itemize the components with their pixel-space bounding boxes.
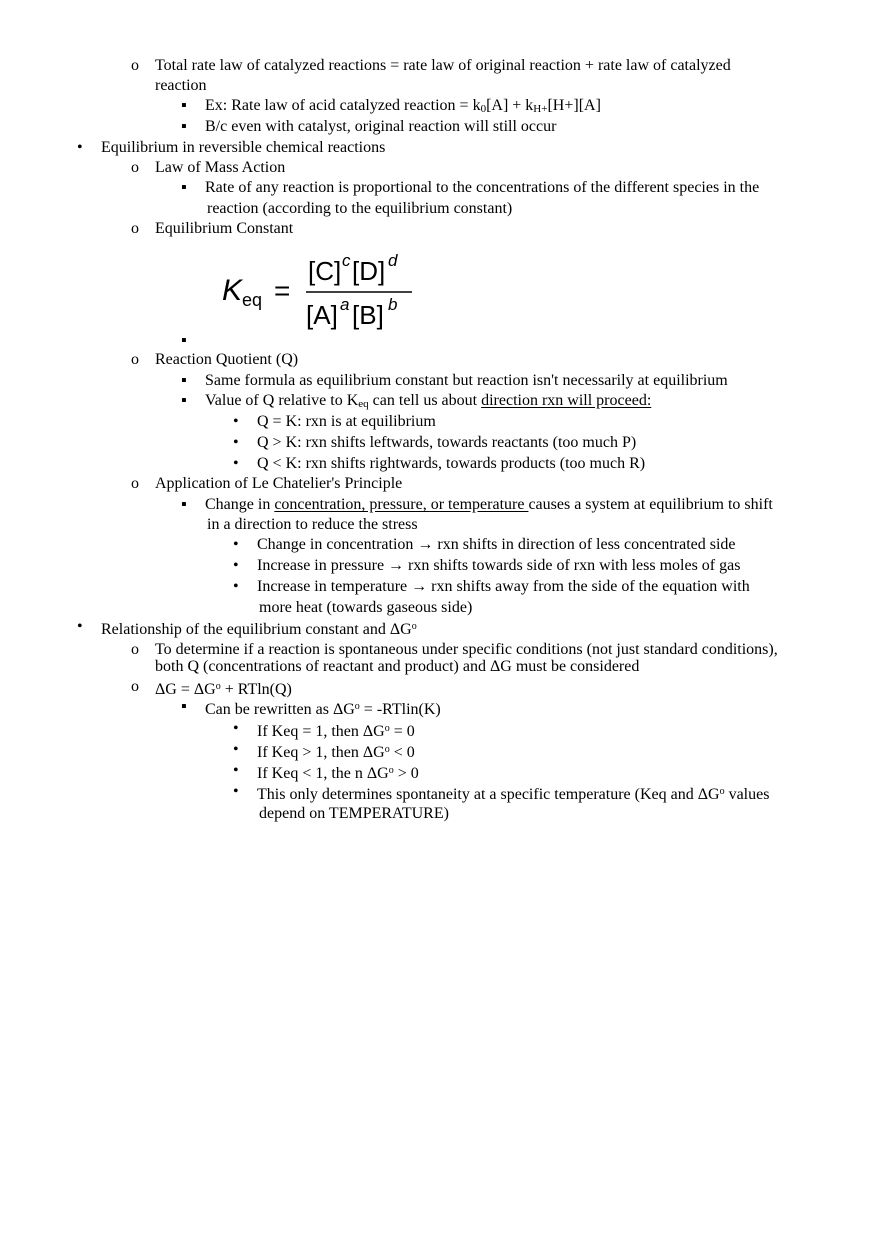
formula-den-b-exp: b [388,295,398,314]
list-marker-l3: ▪ [181,97,187,114]
list-marker-l4: • [233,762,239,779]
le-chatelier-heading: Application of Le Chatelier's Principle [155,475,403,492]
list-marker-l3: ▪ [181,372,187,389]
rate-proportional-line2: reaction (according to the equilibrium constant) [207,200,513,217]
rate-proportional-line1: Rate of any reaction is proportional to the concentrations of the different species in the [205,179,760,196]
list-marker-l1: • [77,139,83,156]
q-greater-k: Q > K: rxn shifts leftwards, towards reactants (too much P) [257,434,637,451]
same-formula-note: Same formula as equilibrium constant but reaction isn't necessarily at equilibrium [205,372,728,389]
list-marker-l3: ▪ [181,698,187,715]
equilibrium-constant-formula [218,248,418,336]
list-marker-l4: • [233,455,239,472]
formula-den-a: [A] [306,300,338,330]
equilibrium-heading: Equilibrium in reversible chemical reactions [101,139,386,156]
list-marker-l2: o [131,351,139,368]
to-determine-line1: To determine if a reaction is spontaneous under specific conditions (not just standard conditions), [155,641,778,658]
change-causes-shift-line2: in a direction to reduce the stress [207,516,418,533]
list-marker-l4: • [233,578,239,595]
formula-equals: = [274,275,291,306]
keq-equals-one: If Keq = 1, then $\Delta G^o = 0$ [257,723,415,740]
equilibrium-constant-label: Equilibrium Constant [155,220,294,237]
list-marker-l4: • [233,720,239,737]
list-marker-l3: ▪ [181,332,187,349]
list-marker-l2: o [131,475,139,492]
relationship-heading: Relationship of the equilibrium constant and $\Delta G^o$ [101,621,417,638]
formula-num-d: [D] [352,256,386,286]
formula-num-d-exp: d [388,251,398,270]
total-rate-law-line1: Total rate law of catalyzed reactions = rate law of original reaction + rate law of catalyzed [155,57,731,74]
total-rate-law-line2: reaction [155,77,207,94]
list-marker-l2: o [131,220,139,237]
law-of-mass-action: Law of Mass Action [155,159,286,176]
example-rate-law: Ex: Rate law of acid catalyzed reaction = $k_0[A] + k_{H+}[H+][A]$ [205,97,601,115]
formula-k-subscript: eq [242,290,263,310]
increase-in-temperature-line2: more heat (towards gaseous side) [259,599,473,616]
list-marker-l2: o [131,641,139,658]
list-marker-l4: • [233,557,239,574]
q-equals-k: Q = K: rxn is at equilibrium [257,413,436,430]
list-marker-l4: • [233,434,239,451]
list-marker-l2: o [131,57,139,74]
formula-num-c: [C] [308,256,342,286]
delta-g-equation: $\Delta G = \Delta G^o + RTln(Q)$ [155,681,292,698]
to-determine-line2: both Q (concentrations of reactant and product) and ΔG must be considered [155,658,640,675]
increase-in-temperature-line1: Increase in temperature → rxn shifts away from the side of the equation with [257,578,750,595]
list-marker-l1: • [77,618,83,635]
rewritten-equation: Can be rewritten as $\Delta G^o$ = -RTlin(K) [205,701,441,718]
spontaneity-note-line1: This only determines spontaneity at a specific temperature (Keq and $\Delta G^o$ values [257,786,770,803]
formula-den-b: [B] [352,300,384,330]
list-marker-l3: ▪ [181,392,187,409]
reaction-quotient-heading: Reaction Quotient (Q) [155,351,299,368]
change-causes-shift-line1: Change in concentration, pressure, or temperature causes a system at equilibrium to shift [205,496,773,513]
formula-k: K [222,274,243,307]
list-marker-l4: • [233,783,239,800]
bc-catalyst-note: B/c even with catalyst, original reaction will still occur [205,118,557,135]
formula-num-c-exp: c [342,251,351,270]
keq-greater-one: If Keq > 1, then $\Delta G^o < 0$ [257,744,415,761]
list-marker-l3: ▪ [181,179,187,196]
change-in-concentration: Change in concentration → rxn shifts in direction of less concentrated side [257,536,736,553]
formula-den-a-exp: a [340,295,350,314]
q-less-k: Q < K: rxn shifts rightwards, towards products (too much R) [257,455,646,472]
value-of-q-note: Value of Q relative to $K_{eq}$ can tell us about direction rxn will proceed: [205,392,652,410]
list-marker-l2: o [131,678,139,695]
list-marker-l4: • [233,413,239,430]
list-marker-l4: • [233,741,239,758]
spontaneity-note-line2: depend on TEMPERATURE) [259,805,449,822]
list-marker-l4: • [233,536,239,553]
increase-in-pressure: Increase in pressure → rxn shifts towards side of rxn with less moles of gas [257,557,741,574]
keq-less-one: If Keq < 1, the n $\Delta G^o > 0$ [257,765,419,782]
list-marker-l3: ▪ [181,118,187,135]
list-marker-l3: ▪ [181,496,187,513]
list-marker-l2: o [131,159,139,176]
